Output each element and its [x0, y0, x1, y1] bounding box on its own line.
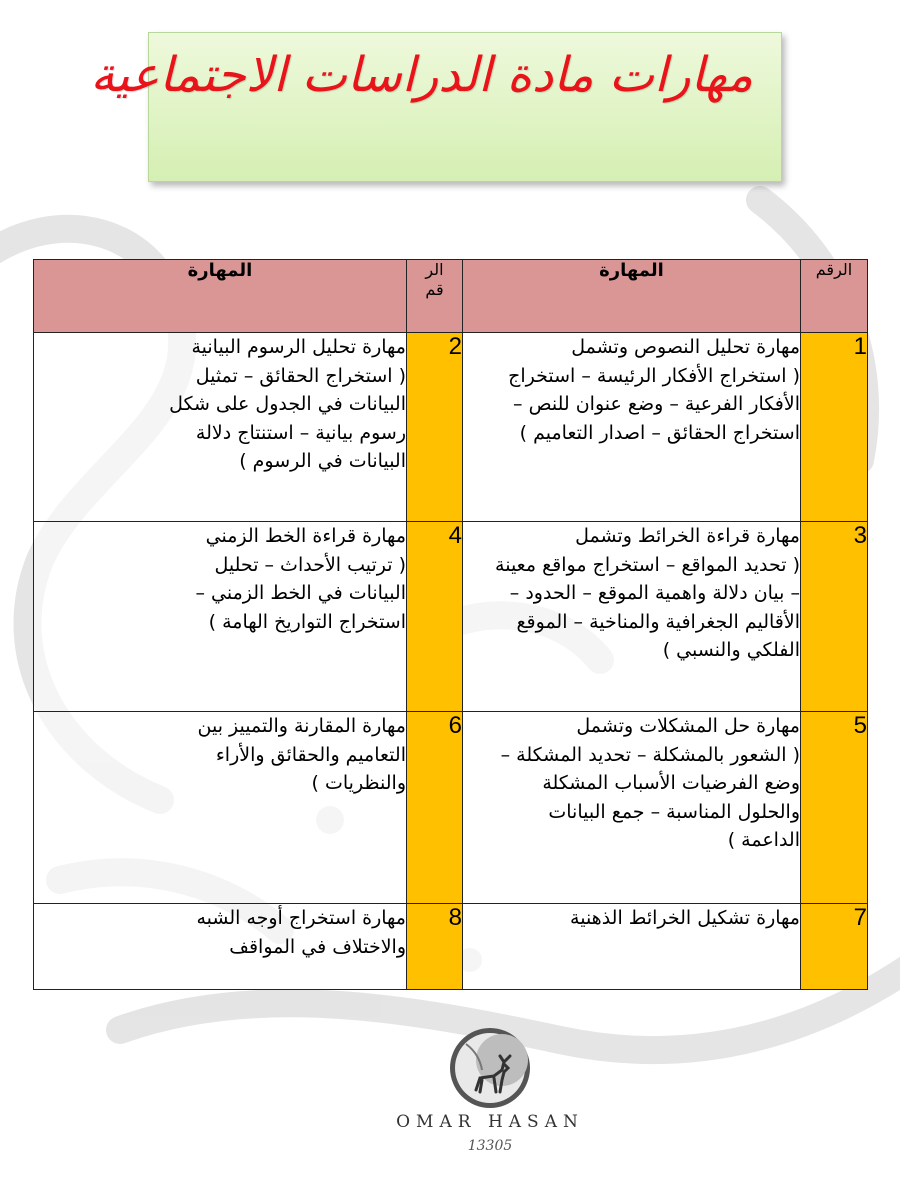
skill-description	[463, 712, 801, 904]
header-number-left-part2: قم	[425, 280, 444, 299]
skills-table	[33, 259, 868, 990]
skill-line: مهارة حل المشكلات وتشمل	[576, 715, 800, 737]
skill-number: 5	[801, 712, 868, 904]
skill-line: مهارة تحليل الرسوم البيانية	[191, 336, 406, 358]
skill-line: الأقاليم الجغرافية والمناخية – الموقع	[516, 610, 800, 633]
page-title: مهارات مادة الدراسات الاجتماعية	[90, 47, 753, 103]
skill-number: 6	[407, 712, 463, 904]
skill-number: 8	[407, 904, 463, 990]
author-logo	[370, 1020, 610, 1160]
skill-line: ( ترتيب الأحداث – تحليل	[214, 553, 406, 576]
table-header-row	[34, 260, 868, 333]
skill-line: ( استخراج الأفكار الرئيسة – استخراج	[508, 364, 800, 387]
skill-line: البيانات في الخط الزمني –	[195, 582, 406, 604]
skill-line: مهارة تشكيل الخرائط الذهنية	[570, 907, 800, 929]
skill-line: الداعمة )	[727, 829, 800, 851]
skill-line: والحلول المناسبة – جمع البيانات	[548, 800, 800, 823]
skill-line: استخراج الحقائق – اصدار التعاميم )	[519, 421, 800, 444]
header-skill-right: المهارة	[463, 260, 801, 333]
skill-number: 4	[407, 522, 463, 712]
skill-line: مهارة تحليل النصوص وتشمل	[571, 336, 800, 358]
table-row	[34, 712, 868, 904]
skill-line: الأفكار الفرعية – وضع عنوان للنص –	[513, 393, 800, 415]
skill-line: البيانات في الرسوم )	[239, 450, 406, 472]
skill-line: ( تحديد المواقع – استخراج مواقع معينة	[495, 553, 800, 576]
logo-author-name: OMAR HASAN	[396, 1112, 584, 1132]
skill-line: مهارة قراءة الخرائط وتشمل	[575, 525, 800, 547]
skill-line: والنظريات )	[311, 772, 406, 794]
header-number-left	[407, 260, 463, 333]
deer-moon-emblem-icon	[370, 1020, 610, 1112]
skill-number: 7	[801, 904, 868, 990]
skill-line: استخراج التواريخ الهامة )	[208, 610, 406, 633]
skill-line: البيانات في الجدول على شكل	[169, 393, 406, 415]
skill-description	[34, 522, 407, 712]
skill-line: التعاميم والحقائق والأراء	[215, 743, 406, 766]
title-banner	[90, 32, 782, 182]
skill-line: – بيان دلالة واهمية الموقع – الحدود –	[509, 582, 800, 604]
skill-description	[34, 712, 407, 904]
header-number-left-part1: الر	[425, 260, 444, 279]
table-row	[34, 904, 868, 990]
skill-line: ( الشعور بالمشكلة – تحديد المشكلة –	[500, 743, 800, 766]
skill-line: وضع الفرضيات الأسباب المشكلة	[542, 772, 800, 794]
skill-description	[34, 904, 407, 990]
skill-description	[463, 522, 801, 712]
header-number-right: الرقم	[801, 260, 868, 333]
skill-description	[34, 333, 407, 522]
skill-line: مهارة استخراج أوجه الشبه	[196, 907, 406, 929]
skill-line: مهارة المقارنة والتمييز بين	[197, 715, 406, 737]
skill-line: الفلكي والنسبي )	[662, 639, 800, 661]
header-skill-left: المهارة	[34, 260, 407, 333]
table-row	[34, 333, 868, 522]
table-row	[34, 522, 868, 712]
skill-number: 3	[801, 522, 868, 712]
skill-number: 1	[801, 333, 868, 522]
skill-line: ( استخراج الحقائق – تمثيل	[195, 364, 406, 387]
logo-code: 13305	[467, 1138, 513, 1154]
skill-number: 2	[407, 333, 463, 522]
skill-description	[463, 333, 801, 522]
skill-description	[463, 904, 801, 990]
skill-line: والاختلاف في المواقف	[229, 935, 406, 958]
skill-line: مهارة قراءة الخط الزمني	[205, 525, 406, 547]
skill-line: رسوم بيانية – استنتاج دلالة	[195, 421, 406, 444]
